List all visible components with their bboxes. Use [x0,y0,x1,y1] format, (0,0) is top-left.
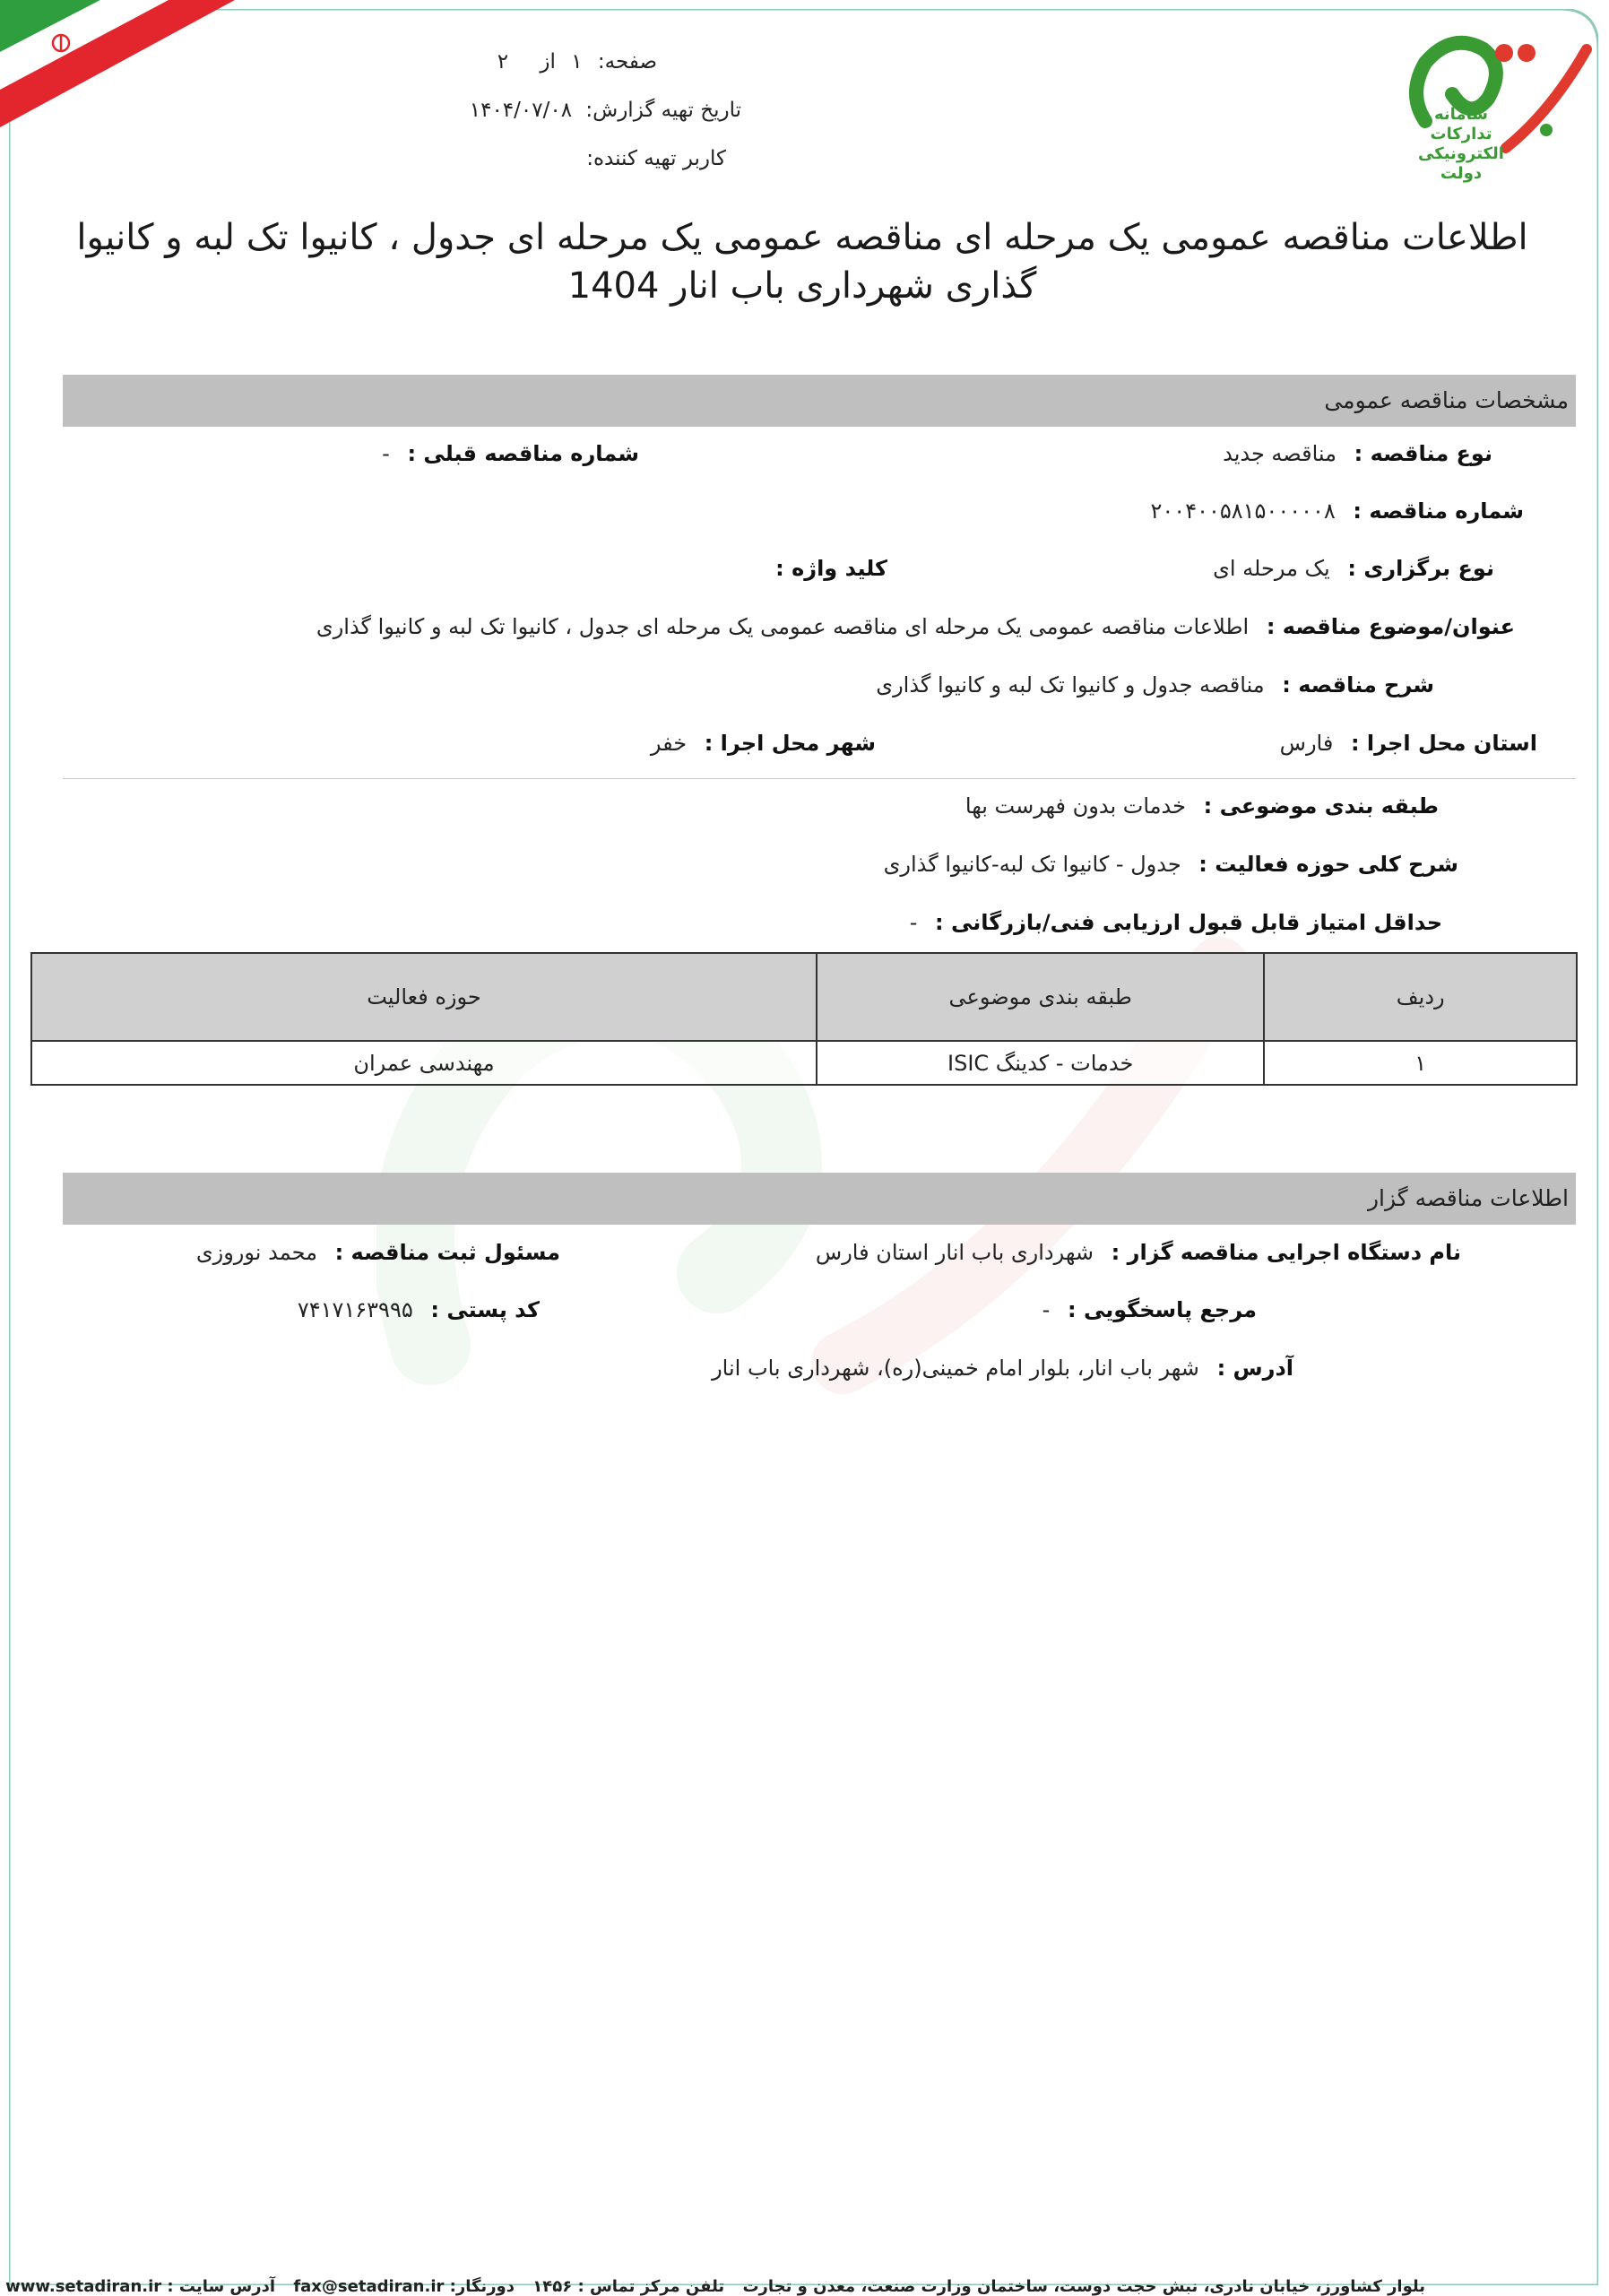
classification-label: طبقه بندی موضوعی : [1203,793,1439,819]
table-cell-classification: خدمات - کدینگ ISIC [817,1041,1264,1085]
prev-number-value: - [382,441,390,466]
setad-logo [1398,13,1596,193]
section-organizer-title: اطلاعات مناقصه گزار [1367,1185,1569,1211]
page-frame [9,9,1598,2285]
holding-type-label: نوع برگزاری : [1347,556,1494,581]
keyword-label: کلید واژه : [775,556,887,581]
iran-flag-ribbon [0,0,251,134]
description-label: شرح مناقصه : [1282,672,1434,697]
section-divider [63,778,1576,779]
subject-value: اطلاعات مناقصه عمومی یک مرحله ای مناقصه عمومی یک مرحله ای جدول ، کانیوا تک لبه و کانیوا گذاری [316,614,1250,639]
field-description [876,672,1434,697]
footer-site: آدرس سایت : www.setadiran.ir [5,2277,276,2296]
field-activity-desc [884,852,1458,877]
address-value: شهر باب انار، بلوار امام خمینی(ره)، شهرداری باب انار [712,1356,1199,1381]
field-tender-type [1223,441,1492,466]
table-header-classification: طبقه بندی موضوعی [817,953,1264,1041]
registrar-label: مسئول ثبت مناقصه : [334,1240,560,1265]
tender-type-label: نوع مناقصه : [1354,441,1492,466]
city-value: خفر [650,731,688,756]
field-prev-number [382,441,639,466]
page-title: اطلاعات مناقصه عمومی یک مرحله ای مناقصه عمومی یک مرحله ای جدول ، کانیوا تک لبه و کانیوا گذاری شهرداری باب انار 1404 [76,217,1528,307]
page-indicator [497,50,657,74]
field-classification [965,793,1439,819]
logo-line-1: سامانه [1433,105,1489,124]
field-province [1280,731,1537,756]
tender-number-label: شماره مناقصه : [1353,498,1524,524]
report-date-value: ۱۴۰۴/۰۷/۰۸ [469,99,573,122]
activity-desc-value: جدول - کانیوا تک لبه-کانیوا گذاری [883,852,1181,877]
address-label: آدرس : [1216,1356,1293,1381]
holding-type-value: یک مرحله ای [1213,556,1330,581]
org-name-value: شهرداری باب انار استان فارس [815,1240,1094,1265]
logo-line-2: تدارکات [1430,125,1492,143]
page-footer [5,2277,1425,2296]
activity-table [30,952,1578,1086]
table-cell-activity: مهندسی عمران [31,1041,817,1085]
report-date-label: تاریخ تهیه گزارش: [585,99,741,122]
section-general-header [63,375,1576,427]
prepared-by [586,147,726,170]
postal-code-label: کد پستی : [430,1297,540,1322]
reference-label: مرجع پاسخگویی : [1067,1297,1257,1322]
page-total: ۲ [497,50,509,74]
min-score-value: - [909,910,918,935]
section-organizer-header [63,1173,1576,1225]
table-header-row-number: ردیف [1264,953,1577,1041]
field-tender-number [1151,498,1524,524]
section-general-title: مشخصات مناقصه عمومی [1324,387,1569,413]
registrar-value: محمد نوروزی [195,1240,317,1265]
field-postal-code [298,1297,540,1322]
city-label: شهر محل اجرا : [704,731,876,756]
postal-code-value: ۷۴۱۷۱۶۳۹۹۵ [297,1297,413,1322]
page-label: صفحه: [597,50,657,74]
report-date [470,99,741,122]
field-city [651,731,876,756]
footer-address: بلوار کشاورز، خیابان نادری، نبش حجت دوست، ساختمان وزارت صنعت، معدن و تجارت [742,2277,1425,2296]
min-score-label: حداقل امتیاز قابل قبول ارزیابی فنی/بازرگانی : [935,910,1442,935]
footer-fax: دورنگار: fax@setadiran.ir [293,2277,515,2296]
logo-line-4: دولت [1440,164,1483,183]
table-row [31,1041,1577,1085]
field-subject [316,614,1515,639]
page-current: ۱ [571,50,583,74]
description-value: مناقصه جدول و کانیوا تک لبه و کانیوا گذاری [876,672,1265,697]
field-address [712,1356,1293,1381]
tender-type-value: مناقصه جدید [1223,441,1337,466]
field-holding-type [1213,556,1494,581]
subject-label: عنوان/موضوع مناقصه : [1266,614,1515,639]
org-name-label: نام دستگاه اجرایی مناقصه گزار : [1111,1240,1461,1265]
footer-phone: تلفن مرکز تماس : ۱۴۵۶ [532,2277,725,2296]
field-keyword [765,556,887,581]
classification-value: خدمات بدون فهرست بها [965,793,1186,819]
logo-line-3: الکترونیکی [1418,144,1504,163]
prepared-by-label: کاربر تهیه کننده: [586,147,726,170]
activity-desc-label: شرح کلی حوزه فعالیت : [1198,852,1458,877]
table-cell-row-number: ۱ [1264,1041,1577,1085]
field-org-name [816,1240,1461,1265]
table-header-row [31,953,1577,1041]
province-label: استان محل اجرا : [1350,731,1537,756]
field-reference [1042,1297,1257,1322]
tender-number-value: ۲۰۰۴۰۰۵۸۱۵۰۰۰۰۰۸ [1150,498,1336,524]
page-of: از [540,50,556,74]
prev-number-label: شماره مناقصه قبلی : [407,441,639,466]
field-min-score [910,910,1442,935]
table-header-activity: حوزه فعالیت [31,953,817,1041]
reference-value: - [1042,1297,1051,1322]
field-registrar [196,1240,560,1265]
province-value: فارس [1279,731,1334,756]
